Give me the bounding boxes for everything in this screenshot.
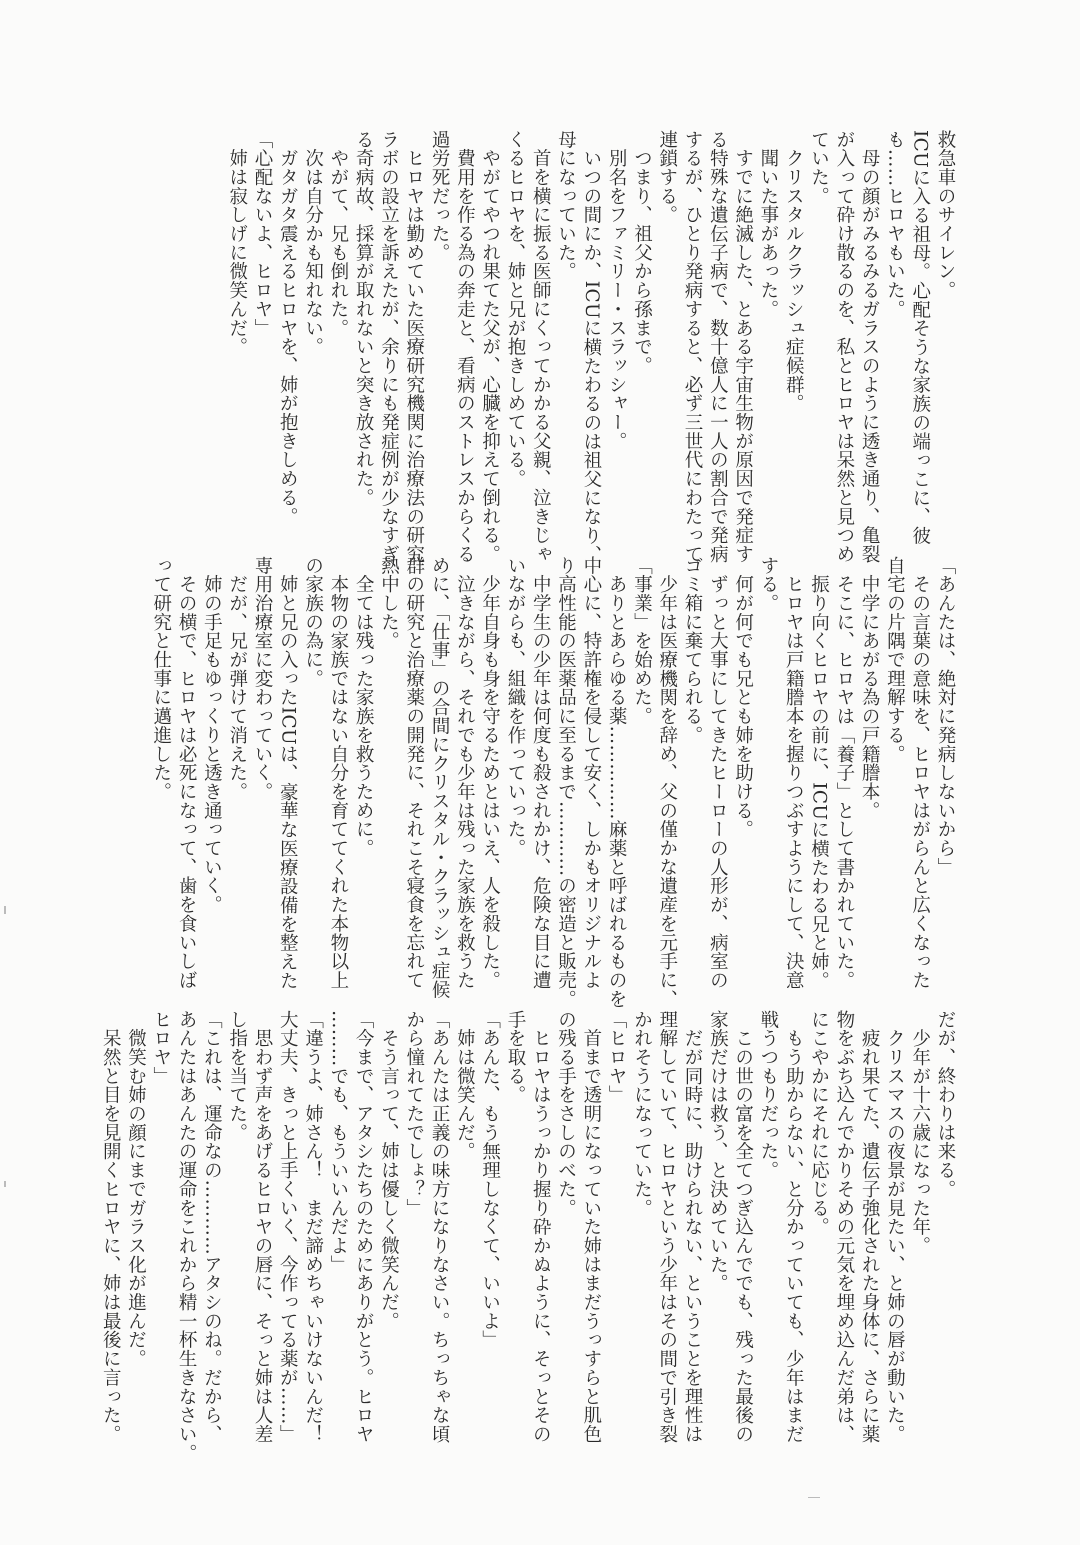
text-line: 思わず声をあげるヒロヤの唇に、そっと姉は人差 [251,1010,273,1444]
text-line: ………でも、もういいんだよ」 [327,1010,349,1274]
text-line: だが、兄が弾けて消えた。 [226,556,248,802]
text-block-bottom [98,1010,958,1463]
text-line: 全ては残った家族を救うために。 [353,556,375,858]
text-line: 「あんた、もう無理しなくて、いいよ」 [479,1010,501,1350]
text-line: 「あんたは正義の味方になりなさい。ちっちゃな頃 [429,1010,451,1444]
text-line: つまり、祖父から孫まで。 [631,130,653,376]
text-line: クリスタルクラッシュ症候群。 [783,130,805,413]
text-line: ていた。 [808,130,830,206]
text-line: 姉は寂しげに微笑んだ。 [226,130,248,357]
text-line: ヒロヤは勤めていた医療研究機関に治療法の研究 [403,130,425,564]
text-line: 大丈夫、きっと上手くいく、今作ってる薬が……」 [277,1010,299,1444]
text-line: 連鎖する。 [656,130,678,225]
text-line: も……ヒロヤもいた。 [884,130,906,319]
text-line: いつの間にか、ICUに横たわるのは祖父になり、 [580,130,602,564]
text-line: り高性能の医薬品に至るまで…………の密造と販売。 [555,556,577,1009]
text-line: る奇病故、採算が取れないと突き放された。 [353,130,375,507]
text-line: いながらも、組織を作っていった。 [504,556,526,858]
text-line: その横で、ヒロヤは必死になって、歯を食いしば [176,556,198,990]
text-line: そう言って、姉は優しく微笑んだ。 [378,1010,400,1331]
text-line: ヒロヤ」 [150,1010,172,1086]
scan-mark [4,1181,6,1187]
text-line: が入って砕け散るのを、私とヒロヤは呆然と見つめ [833,130,855,564]
text-line: 次は自分かも知れない。 [302,130,324,357]
text-line: めに、「仕事」の合間にクリスタル・クラッシュ症候 [429,556,451,1000]
text-line: 疲れ果てた、遺伝子強化された身体に、さらに薬 [859,1010,881,1444]
text-line: 「ヒロヤ」 [606,1010,628,1105]
text-line: 理解していて、ヒロヤという少年はその間で引き裂 [656,1010,678,1444]
text-line: すでに絶滅した、とある宇宙生物が原因で発症す [732,130,754,564]
text-line: だが、終わりは来る。 [935,1010,956,1199]
scan-mark [808,1497,820,1498]
text-line: 微笑む姉の顔にまでガラス化が進んだ。 [125,1010,147,1369]
text-line: 手を取る。 [504,1010,526,1105]
text-line: 呆然と目を見開くヒロヤに、姉は最後に言った。 [100,1010,122,1444]
text-line: 本物の家族ではない自分を育ててくれた本物以上 [327,556,349,990]
text-line: ヒロヤは戸籍謄本を握りつぶすようにして、決意 [783,556,805,990]
text-line: 「違うよ、姉さん！ まだ諦めちゃいけないんだ！ [302,1010,324,1444]
text-line: 中学にあがる為の戸籍謄本。 [859,556,881,820]
text-line: ラボの設立を訴えたが、余りにも発症例が少なすぎ [378,130,400,564]
text-line: 救急車のサイレン。 [935,130,956,300]
text-line: 費用を作る為の奔走と、看病のストレスからくる [454,130,476,564]
text-line: 姉の手足もゆっくりと透き通っていく。 [201,556,223,915]
text-line: 専用治療室に変わっていく。 [251,556,273,802]
text-line: クリスマスの夜景が見たい、と姉の唇が動いた。 [884,1010,906,1444]
text-line: 姉と兄の入ったICUは、豪華な医療設備を整えた [277,556,299,990]
text-line: やがて、兄も倒れた。 [327,130,349,338]
text-line: この世の富を全てつぎ込んででも、残った最後の [732,1010,754,1444]
text-line: するが、ひとり発病すると、必ず三世代にわたって [682,130,704,564]
text-line: 別名をファミリー・スラッシャー。 [606,130,628,451]
text-line: だが同時に、助けられない、ということを理性は [682,1010,704,1444]
text-line: 群の研究と治療薬の開発に、それこそ寝食を忘れて [403,556,425,990]
text-line: かれそうになっていた。 [631,1010,653,1218]
text-line: の家族の為に。 [302,556,324,688]
text-line: ずっと大事にしてきたヒーローの人形が、病室の [707,556,729,990]
text-line: ICUに入る祖母。心配そうな家族の端っこに、彼 [909,130,931,546]
text-line: する。 [757,556,779,613]
text-line: その言葉の意味を、ヒロヤはがらんと広くなった [909,556,931,990]
text-line: 中心に、特許権を侵して安く、しかもオリジナルよ [580,556,602,990]
text-line: あんたはあんたの運命をこれから精一杯生きなさい。 [176,1010,198,1463]
text-line: 「あんたは、絶対に発病しないから」 [935,556,956,877]
text-line: 「今まで、アタシたちのためにありがとう。ヒロヤ [353,1010,375,1444]
scan-mark [4,906,6,914]
text-line: 何が何でも兄とも姉を助ける。 [732,556,754,839]
text-line: 物をぶち込んでかりそめの元気を埋め込んだ弟は、 [833,1010,855,1444]
text-line: にこやかにそれに応じる。 [808,1010,830,1237]
text-block-top [224,130,958,580]
text-line: 聞いた事があった。 [757,130,779,319]
text-line: 少年が十六歳になった年。 [909,1010,931,1256]
text-line: の残る手をさしのべた。 [555,1010,577,1218]
text-line: って研究と仕事に邁進した。 [150,556,172,802]
text-line: し指を当てた。 [226,1010,248,1142]
text-line: 「事業」を始めた。 [631,556,653,726]
text-line: 振り向くヒロヤの前に、ICUに横たわる兄と姉。 [808,556,830,990]
text-line: くるヒロヤを、姉と兄が抱きしめている。 [504,130,526,489]
text-line: 「これは、運命なの…………アタシのね。だから、 [201,1010,223,1444]
text-line: そこに、ヒロヤは「養子」として書かれていた。 [833,556,855,990]
text-line: 母になっていた。 [555,130,577,281]
text-line: 少年自身も身を守るためとはいえ、人を殺した。 [479,556,501,990]
text-line: 熱中した。 [378,556,400,651]
text-line: 首まで透明になっていた姉はまだうっすらと肌色 [580,1010,602,1444]
text-line: 自宅の片隅で理解する。 [884,556,906,764]
text-line: 戦うつもりだった。 [757,1010,779,1180]
text-line: る特殊な遺伝子病で、数十億人に一人の割合で発病 [707,130,729,564]
text-line: 少年は医療機関を辞め、父の僅かな遺産を元手に、 [656,556,678,1009]
text-line: やがてやつれ果てた父が、心臓を抑えて倒れる。 [479,130,501,564]
text-line: 「心配ないよ、ヒロヤ」 [251,130,273,338]
text-line: もう助からない、と分かっていても、少年はまだ [783,1010,805,1444]
text-line: ゴミ箱に棄てられる。 [682,556,704,745]
text-line: ガタガタ震えるヒロヤを、姉が抱きしめる。 [277,130,299,526]
text-line: 泣きながら、それでも少年は残った家族を救うた [454,556,476,990]
text-line: 首を横に振る医師にくってかかる父親、泣きじゃ [530,130,552,564]
text-line: 過労死だった。 [429,130,451,262]
text-block-middle [149,556,959,1009]
text-line: から憧れてたでしょ？」 [403,1010,425,1218]
text-line: ありとあらゆる薬……………麻薬と呼ばれるものを [606,556,628,1009]
text-line: 家族だけは救う、と決めていた。 [707,1010,729,1293]
text-line: 母の顔がみるみるガラスのように透き通り、亀裂 [859,130,881,564]
text-line: 中学生の少年は何度も殺されかけ、危険な目に遭 [530,556,552,990]
text-line: ヒロヤはうっかり握り砕かぬように、そっとその [530,1010,552,1444]
text-line: 姉は微笑んだ。 [454,1010,476,1161]
